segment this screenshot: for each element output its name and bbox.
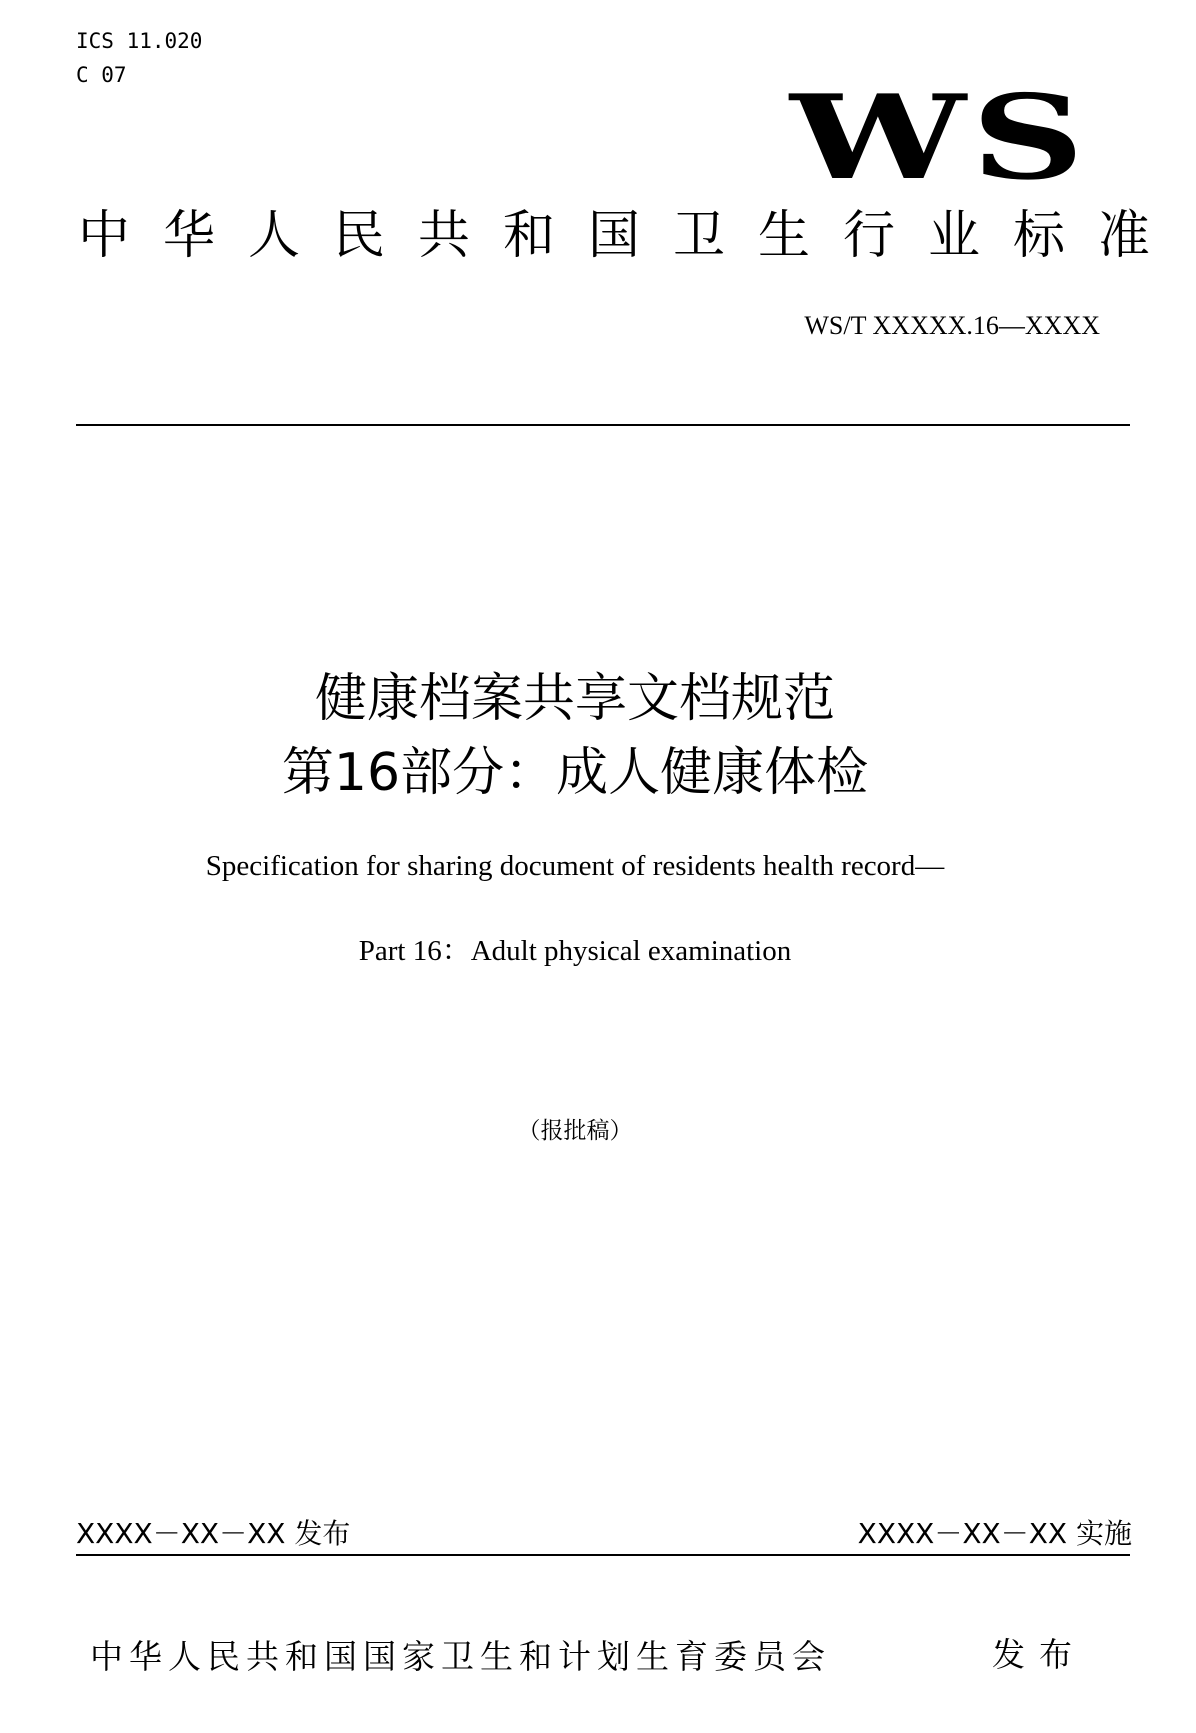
publisher: 中华人民共和国国家卫生和计划生育委员会: [90, 1637, 831, 1676]
header-divider: [76, 424, 1130, 426]
standard-number: WS/T XXXXX.16—XXXX: [804, 311, 1100, 340]
english-title-line2: Part 16：Adult physical examination: [358, 935, 792, 967]
ics-code: ICS 11.020: [76, 29, 203, 53]
draft-status: （报批稿）: [517, 1118, 633, 1144]
publisher-suffix: 发布: [992, 1635, 1086, 1674]
footer-divider: [76, 1554, 1130, 1556]
ccs-code: C 07: [76, 63, 127, 87]
english-title-line1: Specification for sharing document of residents health record—: [205, 850, 945, 882]
classification-codes: [76, 24, 202, 92]
ws-logo: WS: [790, 70, 1090, 206]
document-title: [0, 662, 1150, 810]
implementation-date: XXXX－XX－XX 实施: [857, 1517, 1132, 1550]
document-title-line1: 健康档案共享文档规范: [314, 669, 835, 729]
standard-title: 中华人民共和国卫生行业标准: [78, 206, 1184, 266]
document-title-line2: 第16部分：成人健康体检: [281, 743, 869, 803]
publish-date: XXXX－XX－XX 发布: [76, 1517, 351, 1550]
